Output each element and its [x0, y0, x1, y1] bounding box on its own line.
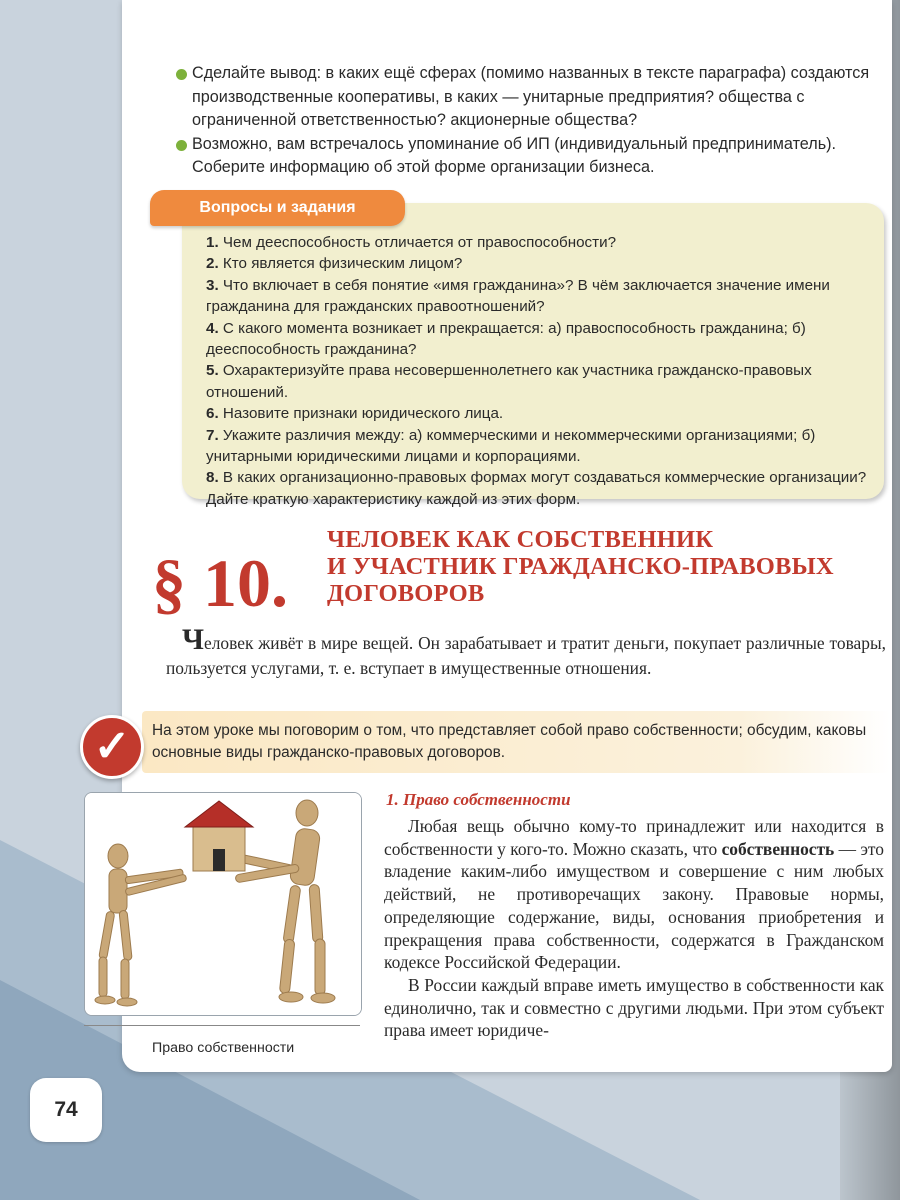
question-item [206, 253, 876, 274]
page-number: 74 [30, 1078, 102, 1142]
question-item [206, 403, 876, 424]
subsection-title: 1. Право собственности [386, 790, 571, 809]
textbook-page [93, 0, 892, 1072]
bullet-dot-icon [176, 69, 187, 80]
question-item [206, 360, 876, 403]
bullet-item [174, 133, 889, 180]
question-number: 4. [206, 319, 219, 337]
question-number: 3. [206, 276, 219, 294]
question-number: 8. [206, 469, 219, 487]
property-illustration [84, 792, 362, 1016]
bullet-dot-icon [176, 140, 187, 151]
section-title [327, 526, 887, 607]
bullet-text: Возможно, вам встречалось упоминание об ИП (индивидуальный предприниматель). Соберите информацию об этой форме организации бизнеса. [192, 134, 837, 176]
drop-cap: Ч [182, 623, 205, 656]
intro-text: еловек живёт в мире вещей. Он зарабатывает и тратит деньги, покупает различные товары, пользуется услугами, т. е. вступает в имущественные отношения. [166, 633, 886, 678]
question-text: Охарактеризуйте права несовершеннолетнего как участника гражданско-правовых отношений. [206, 362, 812, 401]
body-paragraph: В России каждый вправе иметь имущество в собственности как единолично, так и совместно с другими людьми. При этом субъект права имеет юридиче- [384, 974, 884, 1041]
question-number: 7. [206, 426, 219, 444]
body-paragraph [384, 815, 884, 974]
questions-list [206, 232, 876, 510]
question-text: Чем дееспособность отличается от правоспособности? [222, 234, 617, 251]
question-item [206, 318, 876, 361]
caption-divider [84, 1025, 360, 1026]
question-number: 1. [206, 234, 219, 251]
question-number: 5. [206, 362, 219, 380]
intro-paragraph [166, 623, 886, 680]
checkmark-icon: ✓ [80, 715, 144, 779]
question-number: 6. [206, 405, 219, 423]
body-text: Любая вещь обычно кому-то принадлежит или находится в собственности у кого-то. Можно сказать, что [384, 816, 884, 859]
question-text: Укажите различия между: а) коммерческими и некоммерческими организациями; б) унитарными юридическими лицами и корпорациями. [206, 426, 816, 466]
figure-caption: Право собственности [152, 1040, 295, 1056]
question-item [206, 232, 876, 253]
question-item [206, 275, 876, 318]
section-title-line: ДОГОВОРОВ [327, 580, 485, 607]
question-number: 2. [206, 255, 219, 273]
questions-heading: Вопросы и задания [150, 190, 405, 226]
bullet-text: Сделайте вывод: в каких ещё сферах (помимо названных в тексте параграфа) создаются производственные кооперативы, в каких — унитарные предприятия? общества с ограниченной ответственностью? акционерные общества? [192, 64, 870, 129]
question-text: С какого момента возникает и прекращается: а) правоспособность гражданина; б) дееспособность гражданина? [206, 319, 806, 359]
key-term: собственность [721, 838, 835, 859]
task-bullets [174, 62, 889, 180]
question-text: Что включает в себя понятие «имя гражданина»? В чём заключается значение имени гражданина для гражданских правоотношений? [206, 276, 830, 316]
question-text: В каких организационно-правовых формах могут создаваться коммерческие организации? Дайте краткую характеристику каждой из этих форм. [206, 469, 867, 508]
question-item [206, 467, 876, 510]
question-item [206, 425, 876, 468]
subsection-body [384, 815, 884, 1042]
lesson-goal-text: На этом уроке мы поговорим о том, что представляет собой право собственности; обсудим, каковы основные виды гражданско-правовых договоров. [152, 722, 867, 761]
bullet-item [174, 62, 889, 133]
body-text: — это владение каким-либо имуществом и совершение с ним любых действий, не противоречащих закону. Правовые нормы, определяющие содержание, виды, основания приобретения и прекращения права собственности, содержатся в Гражданском кодексе Российской Федерации. [384, 838, 884, 973]
question-text: Кто является физическим лицом? [222, 255, 463, 273]
wooden-mannequins-image [85, 793, 361, 1015]
section-title-line: И УЧАСТНИК ГРАЖДАНСКО-ПРАВОВЫХ [327, 553, 834, 580]
section-title-line: ЧЕЛОВЕК КАК СОБСТВЕННИК [327, 526, 714, 553]
section-number: § 10. [152, 545, 288, 621]
question-text: Назовите признаки юридического лица. [222, 405, 504, 423]
